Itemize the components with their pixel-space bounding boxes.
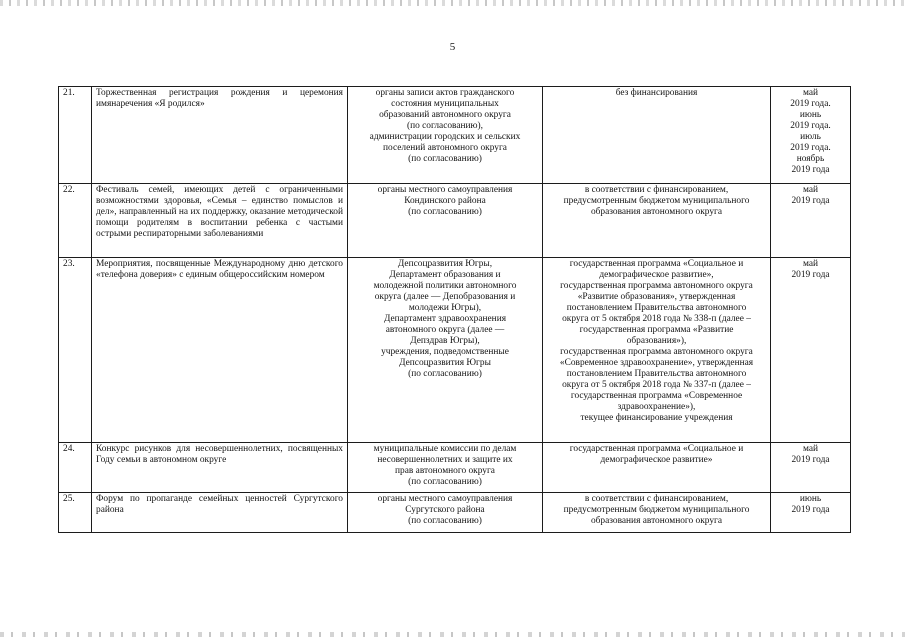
table-row	[59, 184, 851, 258]
table-row	[59, 493, 851, 533]
deadline: май 2019 года. июнь 2019 года. июль 2019 года. ноябрь 2019 года	[771, 87, 851, 184]
financing: без финансирования	[543, 87, 771, 184]
row-number: 24.	[59, 443, 92, 493]
executor: муниципальные комиссии по делам несовершеннолетних и защите их прав автономного округа (по согласованию)	[348, 443, 543, 493]
event-name: Мероприятия, посвященные Международному дню детского «телефона доверия» с единым общероссийским номером	[92, 258, 348, 443]
table-row	[59, 258, 851, 443]
event-name: Торжественная регистрация рождения и церемония имянаречения «Я родился»	[92, 87, 348, 184]
row-number: 25.	[59, 493, 92, 533]
deadline: июнь 2019 года	[771, 493, 851, 533]
deadline: май 2019 года	[771, 443, 851, 493]
table-row	[59, 443, 851, 493]
event-name: Фестиваль семей, имеющих детей с ограниченными возможностями здоровья, «Семья – единство помыслов и дел», направленный на их поддержку, оказание методической помощи родителям в воспитании ребенка с частыми острыми респираторными заболеваниями	[92, 184, 348, 258]
event-name: Форум по пропаганде семейных ценностей Сургутского района	[92, 493, 348, 533]
scan-noise-top	[0, 0, 905, 6]
event-name: Конкурс рисунков для несовершеннолетних, посвященных Году семьи в автономном округе	[92, 443, 348, 493]
page-number: 5	[449, 41, 456, 53]
financing: в соответствии с финансированием, предусмотренным бюджетом муниципального образования автономного округа	[543, 493, 771, 533]
row-number: 21.	[59, 87, 92, 184]
row-number: 22.	[59, 184, 92, 258]
financing: государственная программа «Социальное и демографическое развитие», государственная программа автономного округа «Развитие образования», утвержденная постановлением Правительства автономного округа от 5 октября 2018 года № 338-п (далее – государственная программа «Развитие образования»), государственная программа автономного округа «Современное здравоохранение», утвержденная постановлением Правительства автономного округа от 5 октября 2018 года № 337-п (далее – государственная программа «Современное здравоохранение»), текущее финансирование учреждения	[543, 258, 771, 443]
table-row	[59, 87, 851, 184]
executor: органы местного самоуправления Кондинского района (по согласованию)	[348, 184, 543, 258]
executor: органы местного самоуправления Сургутского района (по согласованию)	[348, 493, 543, 533]
events-table	[58, 86, 851, 533]
executor: Депсоцразвития Югры, Департамент образования и молодежной политики автономного округа (далее — Депобразования и молодежи Югры), Департамент здравоохранения автономного округа (далее — Депздрав Югры), учреждения, подведомственные Депсоцразвития Югры (по согласованию)	[348, 258, 543, 443]
financing: в соответствии с финансированием, предусмотренным бюджетом муниципального образования автономного округа	[543, 184, 771, 258]
executor: органы записи актов гражданского состояния муниципальных образований автономного округа (по согласованию), администрации городских и сельских поселений автономного округа (по согласованию)	[348, 87, 543, 184]
deadline: май 2019 года	[771, 184, 851, 258]
financing: государственная программа «Социальное и демографическое развитие»	[543, 443, 771, 493]
row-number: 23.	[59, 258, 92, 443]
deadline: май 2019 года	[771, 258, 851, 443]
scan-noise-bottom	[0, 632, 905, 637]
